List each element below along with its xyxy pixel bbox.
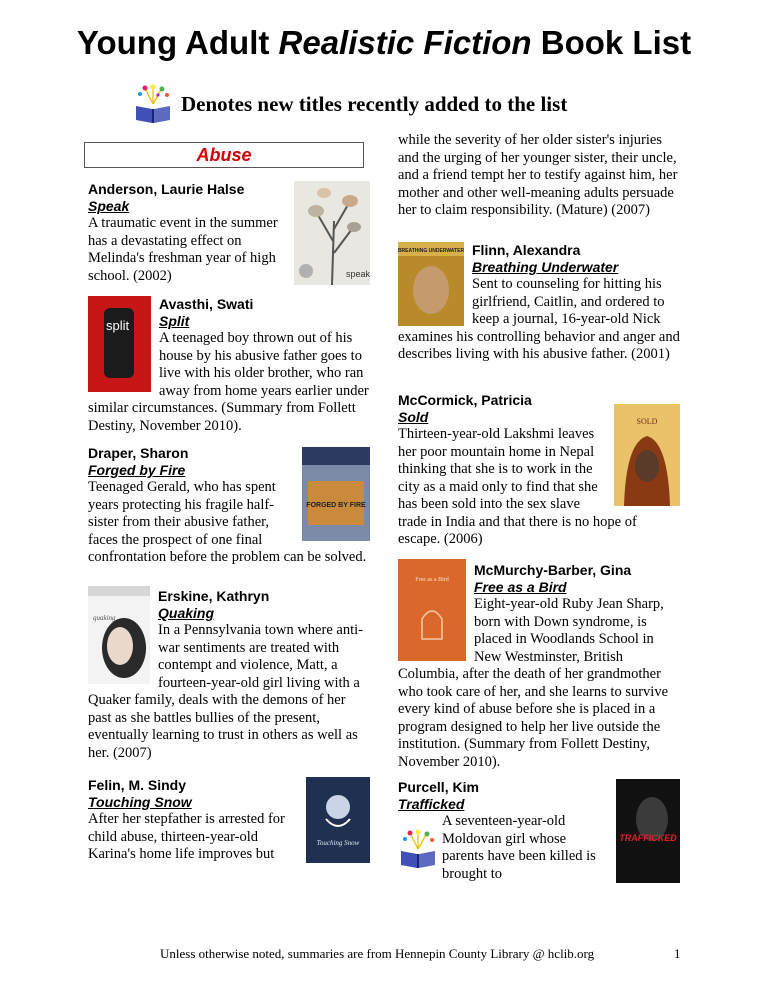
book-title: Quaking	[158, 605, 215, 621]
book-author: Avasthi, Swati	[159, 296, 254, 312]
book-author: Erskine, Kathryn	[158, 588, 270, 604]
book-summary: Thirteen-year-old Lakshmi leaves her poor mountain home in Nepal thinking that she is to work in the city as a maid only to find that she has been sold into the sex slave trade in India and that there is no hope of escape. (2006)	[398, 426, 637, 547]
book-title: Breathing Underwater	[472, 259, 619, 275]
page-title: Young Adult Realistic Fiction Book List	[76, 24, 692, 61]
book-summary: After her stepfather is arrested for child abuse, thirteen-year-old Karina's home life improves but	[88, 811, 285, 862]
book-title: Trafficked	[398, 796, 465, 812]
new-title-icon	[133, 84, 173, 124]
book-cover-breathing-underwater	[398, 242, 464, 326]
book-entry-touching-snow	[88, 777, 370, 864]
book-summary: In a Pennsylvania town where anti-war sentiments are treated with contempt and violence, Matt, a fourteen-year-old girl living with a Quaker family, deals with the demons of her past as she battles bullies of the present, eventually learning to trust in others as well as her. (2007)	[88, 622, 363, 761]
book-author: Felin, M. Sindy	[88, 777, 187, 793]
book-entry-sold	[398, 392, 680, 549]
book-title: Sold	[398, 409, 429, 425]
book-author: Purcell, Kim	[398, 779, 479, 795]
cover-text: split	[106, 318, 130, 333]
book-entry-speak	[88, 181, 370, 285]
book-entry-trafficked	[398, 779, 680, 883]
book-author: Flinn, Alexandra	[472, 242, 581, 258]
book-summary-continued: while the severity of her older sister's injuries and the urging of her younger sister, their uncle, and a friend tempt her to testify against him, her mother and other well-meaning adults persuade her to claim responsibility. (Mature) (2007)	[398, 132, 678, 218]
cover-text: Free as a Bird	[415, 577, 449, 583]
book-entry-split	[88, 296, 370, 435]
book-title: Touching Snow	[88, 794, 192, 810]
legend-text: Denotes new titles recently added to the list	[181, 91, 568, 116]
book-entry-continuation	[398, 132, 680, 220]
cover-text: TRAFFICKED	[619, 833, 677, 843]
book-cover-sold	[614, 404, 680, 506]
book-cover-split	[88, 296, 151, 392]
footer-note: Unless otherwise noted, summaries are from Hennepin County Library @ hclib.org	[160, 946, 595, 961]
book-cover-speak	[294, 181, 370, 285]
book-cover-quaking	[88, 586, 150, 684]
book-entry-breathing-underwater	[398, 242, 680, 364]
book-title: Split	[159, 313, 190, 329]
book-summary: A seventeen-year-old Moldovan girl whose parents have been killed is brought to	[442, 813, 596, 882]
book-cover-trafficked	[616, 779, 680, 883]
book-title: Forged by Fire	[88, 462, 186, 478]
new-title-icon	[398, 829, 438, 869]
book-author: Anderson, Laurie Halse	[88, 181, 245, 197]
legend	[133, 84, 567, 124]
book-summary: A traumatic event in the summer has a devastating effect on Melinda's freshman year of high school. (2002)	[88, 215, 278, 284]
book-summary: Teenaged Gerald, who has spent years protecting his fragile half-sister from their abusive father, faces the prospect of one final confrontation before the problem can be solved.	[88, 479, 367, 565]
cover-text: speak	[346, 269, 370, 279]
book-author: Draper, Sharon	[88, 445, 189, 461]
section-header-abuse: Abuse	[84, 142, 364, 168]
book-summary: A teenaged boy thrown out of his house by his abusive father goes to live with his older brother, who ran away from home years earlier under similar circumstances. (Summary from Follett Destiny, November 2010).	[88, 330, 369, 434]
book-cover-free-as-a-bird	[398, 559, 466, 661]
book-summary: Sent to counseling for hitting his girlfriend, Caitlin, and ordered to keep a journal, 16-year-old Nick examines his controlling behavior and anger and describes living with his abusive father. (2001)	[398, 276, 680, 362]
book-title: Speak	[88, 198, 130, 214]
cover-text: Touching Snow	[316, 839, 360, 847]
page-number: 1	[674, 946, 681, 961]
book-entry-forged-by-fire	[88, 445, 370, 567]
book-entry-free-as-a-bird	[398, 562, 680, 771]
book-cover-touching-snow	[306, 777, 370, 863]
book-summary: Eight-year-old Ruby Jean Sharp, born with Down syndrome, is placed in Woodlands School in New Westminster, British Columbia, after the death of her grandmother who took care of her, and she learns to survive every kind of abuse before she is placed in a program designed to help her live outside the institution. (Summary from Follett Destiny, November 2010).	[398, 596, 668, 770]
book-entry-quaking	[88, 588, 370, 762]
cover-text: SOLD	[636, 417, 658, 426]
book-cover-forged-by-fire	[302, 447, 370, 541]
book-author: McMurchy-Barber, Gina	[474, 562, 632, 578]
cover-text: BREATHING UNDERWATER	[398, 248, 464, 254]
cover-text: FORGED BY FIRE	[306, 502, 366, 509]
cover-text: quaking	[93, 614, 116, 622]
book-title: Free as a Bird	[474, 579, 567, 595]
book-author: McCormick, Patricia	[398, 392, 532, 408]
